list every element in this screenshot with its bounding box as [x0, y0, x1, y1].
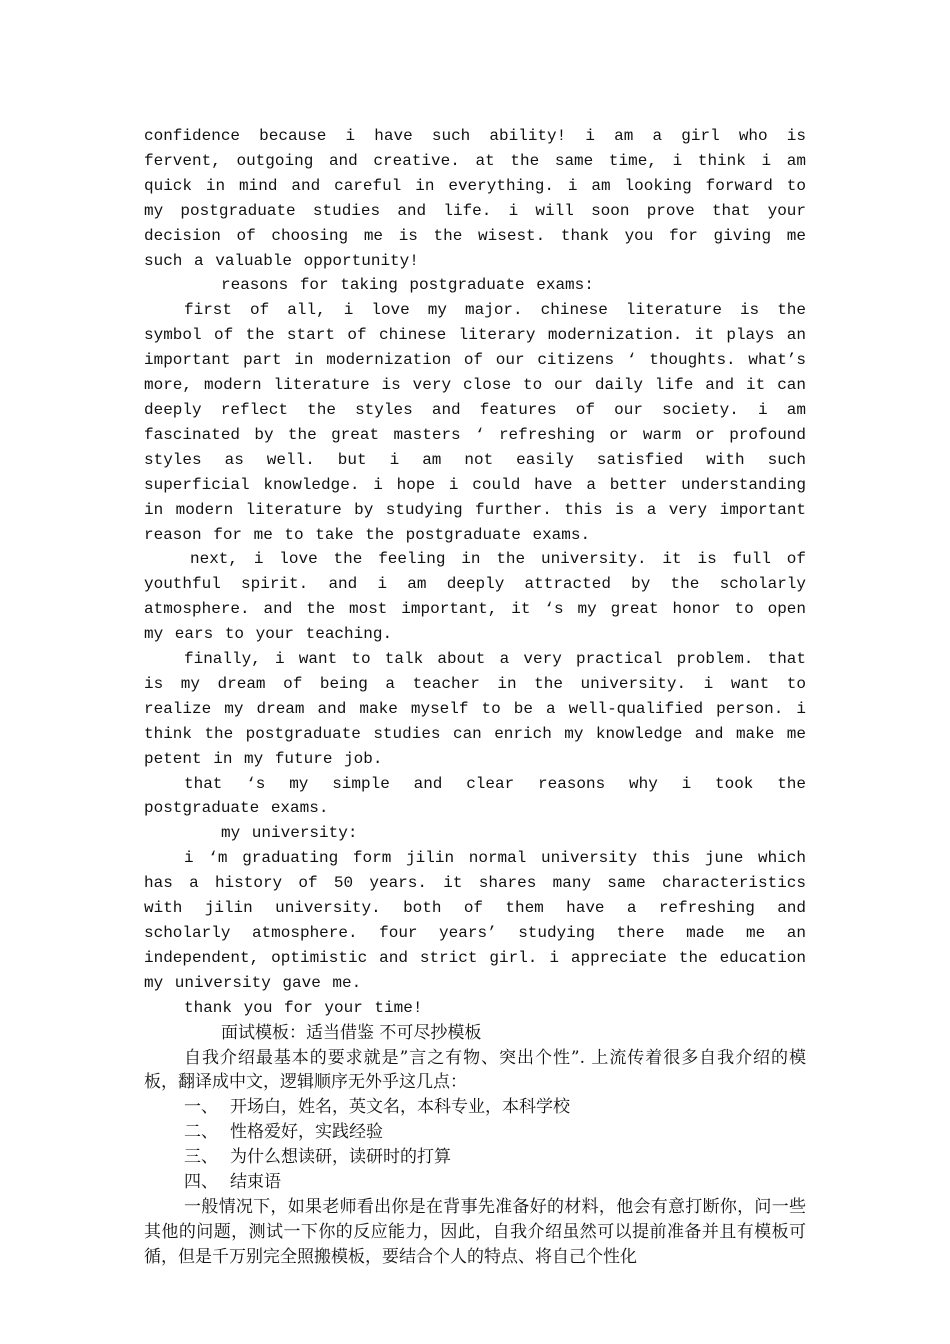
- list-item: [144, 1145, 806, 1170]
- heading-my-university: my university:: [221, 824, 358, 843]
- document-page: [144, 124, 806, 1270]
- heading-reasons: reasons for taking postgraduate exams:: [221, 276, 594, 295]
- paragraph-university: i ‘m graduating form jilin normal university this june which has a history of 50 years. it shares many same characteristics with jilin university. both of them have a refreshing and scholarly atmosphere. four years’ studying there made me an independent, optimistic and strict girl. i appreciate the education my university gave me.: [144, 849, 806, 992]
- list-item: [144, 1170, 806, 1195]
- zh-intro-paragraph: 自我介绍最基本的要求就是”言之有物、突出个性”. 上流传着很多自我介绍的模板，翻译成中文，逻辑顺序无外乎这几点：: [144, 1047, 806, 1093]
- paragraph-thats-my-reasons: that ‘s my simple and clear reasons why i took the postgraduate exams.: [144, 774, 806, 818]
- paragraph-first-of-all: first of all, i love my major. chinese literature is the symbol of the start of chinese literary modernization. it plays an important part in modernization of our citizens ‘ thoughts. what’s more, modern literature is very close to our daily life and it can deeply reflect the styles and features of our society. i am fascinated by the great masters ‘ refreshing or warm or profound styles as well. but i am not easily satisfied with such superficial knowledge. i hope i could have a better understanding in modern literature by studying further. this is a very important reason for me to take the postgraduate exams.: [144, 301, 806, 544]
- list-item-text: 为什么想读研，读研时的打算: [230, 1147, 451, 1168]
- paragraph-next: next, i love the feeling in the university. it is full of youthful spirit. and i am deeply attracted by the scholarly atmosphere. and the most important, it ‘s my great honor to open my ears to your teaching.: [144, 550, 806, 644]
- paragraph-confidence: confidence because i have such ability! i am a girl who is fervent, outgoing and creative. at the same time, i think i am quick in mind and careful in everything. i am looking forward to my postgraduate studies and life. i will soon prove that your decision of choosing me is the wisest. thank you for giving me such a valuable opportunity!: [144, 127, 806, 270]
- paragraph-finally: finally, i want to talk about a very practical problem. that is my dream of being a teacher in the university. i want to realize my dream and make myself to be a well-qualified person. i think the postgraduate studies can enrich my knowledge and make me petent in my future job.: [144, 650, 806, 768]
- list-item: [144, 1095, 806, 1120]
- list-item-text: 开场白，姓名，英文名，本科专业，本科学校: [230, 1097, 570, 1118]
- list-item: [144, 1120, 806, 1145]
- list-item-number: 四、: [184, 1172, 218, 1193]
- list-item-text: 结束语: [230, 1172, 281, 1193]
- paragraph-thank-you: thank you for your time!: [184, 998, 423, 1017]
- zh-heading: 面试模板：适当借鉴 不可尽抄模板: [221, 1022, 482, 1043]
- list-item-number: 一、: [184, 1097, 218, 1118]
- zh-outline-list: [144, 1095, 806, 1195]
- list-item-text: 性格爱好，实践经验: [230, 1122, 383, 1143]
- list-item-number: 二、: [184, 1122, 218, 1143]
- zh-closing-paragraph: 一般情况下，如果老师看出你是在背事先准备好的材料，他会有意打断你，问一些其他的问题，测试一下你的反应能力，因此，自我介绍虽然可以提前准备并且有模板可循，但是千万别完全照搬模板，要结合个人的特点、将自己个性化: [144, 1196, 806, 1267]
- list-item-number: 三、: [184, 1147, 218, 1168]
